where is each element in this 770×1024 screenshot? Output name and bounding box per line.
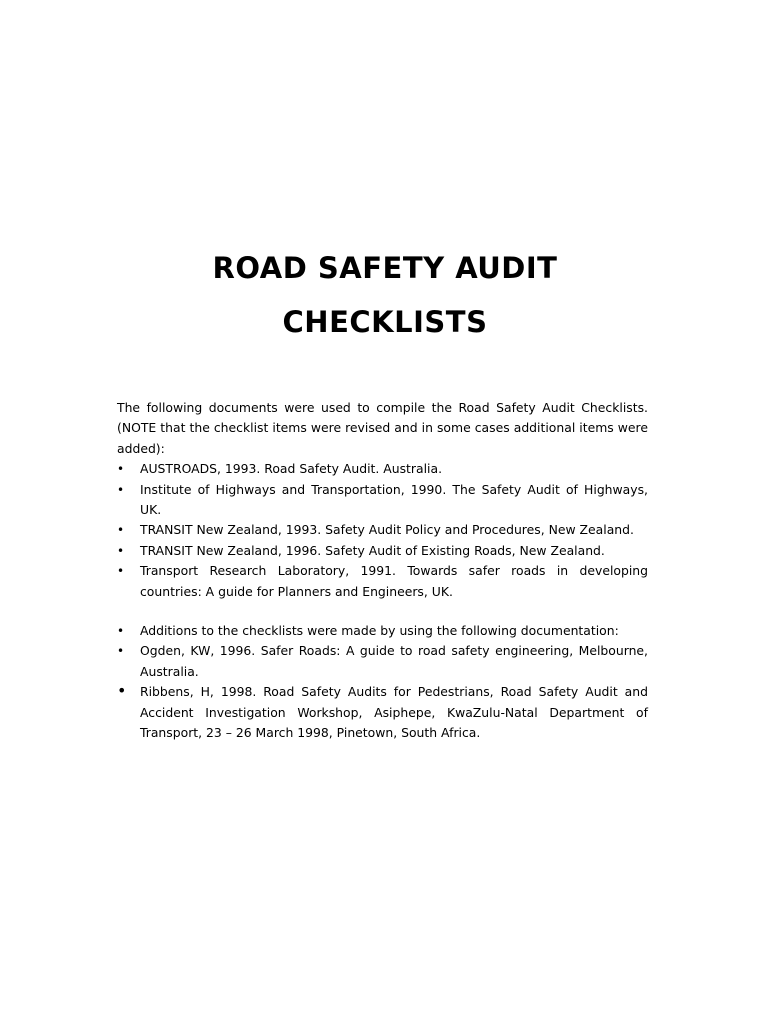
list-item	[117, 459, 648, 479]
additions-list	[117, 621, 648, 743]
bullet-icon: •	[117, 523, 125, 538]
reference-text: AUSTROADS, 1993. Road Safety Audit. Australia.	[140, 461, 443, 477]
addition-text: Ogden, KW, 1996. Safer Roads: A guide to road safety engineering, Melbourne, Australia.	[140, 643, 648, 679]
bullet-icon: •	[117, 462, 125, 477]
bullet-icon: •	[117, 644, 125, 659]
reference-text: Institute of Highways and Transportation, 1990. The Safety Audit of Highways, UK.	[140, 481, 648, 518]
list-item	[117, 541, 648, 561]
bullet-icon: •	[117, 624, 125, 639]
intro-paragraph: The following documents were used to compile the Road Safety Audit Checklists. (NOTE that the checklist items were revised and in some cases additional items were added):	[117, 400, 648, 456]
reference-text: TRANSIT New Zealand, 1996. Safety Audit of Existing Roads, New Zealand.	[140, 542, 605, 558]
bullet-icon: •	[117, 681, 127, 701]
list-item	[117, 520, 648, 540]
list-item	[117, 561, 648, 602]
bullet-icon: •	[117, 543, 125, 558]
reference-text: Transport Research Laboratory, 1991. Towards safer roads in developing countries: A guide for Planners and Engineers, UK.	[140, 563, 648, 599]
list-item	[117, 621, 648, 641]
bullet-icon: •	[117, 564, 125, 579]
reference-text: TRANSIT New Zealand, 1993. Safety Audit Policy and Procedures, New Zealand.	[140, 522, 634, 538]
addition-text: Ribbens, H, 1998. Road Safety Audits for Pedestrians, Road Safety Audit and Accident Investigation Workshop, Asiphepe, KwaZulu-Natal Department of Transport, 23 – 26 March 1998, Pinetown, South Africa.	[140, 684, 648, 741]
document-body	[117, 398, 648, 744]
reference-list	[117, 459, 648, 602]
list-item	[117, 682, 648, 743]
list-item	[117, 480, 648, 521]
addition-text: Additions to the checklists were made by using the following documentation:	[140, 623, 619, 639]
page-title-line-2: CHECKLISTS	[282, 305, 488, 339]
bullet-icon: •	[117, 482, 125, 497]
list-item	[117, 641, 648, 682]
page-title-line-1: ROAD SAFETY AUDIT	[212, 251, 558, 285]
